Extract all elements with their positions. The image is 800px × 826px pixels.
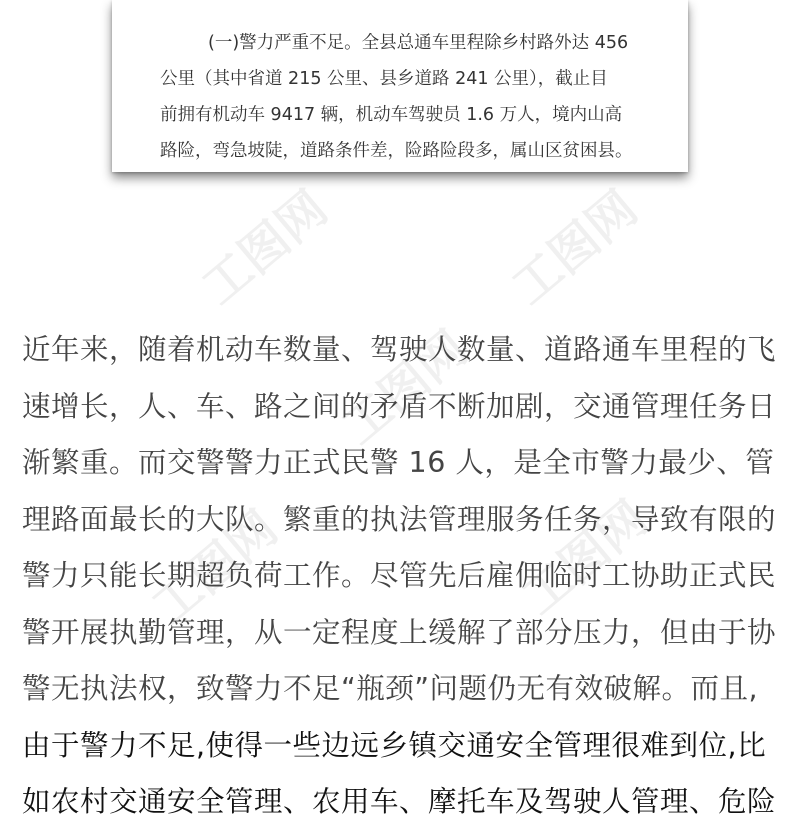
quote-card — [112, 0, 688, 172]
body-text-line: 警开展执勤管理，从一定程度上缓解了部分压力，但由于协 — [22, 616, 777, 649]
card-text-line: 公里（其中省道 215 公里、县乡道路 241 公里），截止目 — [160, 69, 608, 89]
card-text-line: (一)警力严重不足。全县总通车里程除乡村路外达 456 — [208, 33, 629, 53]
watermark: 工图网 — [331, 320, 479, 456]
body-text-line: 理路面最长的大队。繁重的执法管理服务任务，导致有限的 — [22, 503, 777, 536]
body-text-line: 由于警力不足,使得一些边远乡镇交通安全管理很难到位,比 — [22, 729, 767, 762]
watermark: 工图网 — [501, 180, 649, 316]
watermark: 工图网 — [191, 180, 339, 316]
watermark: 工图网 — [141, 500, 289, 636]
body-text-line: 警力只能长期超负荷工作。尽管先后雇佣临时工协助正式民 — [22, 559, 777, 592]
card-text-line: 前拥有机动车 9417 辆，机动车驾驶员 1.6 万人，境内山高 — [160, 105, 623, 125]
body-text-line: 渐繁重。而交警警力正式民警 16 人，是全市警力最少、管 — [22, 446, 775, 479]
body-text-line: 如农村交通安全管理、农用车、摩托车及驾驶人管理、危险 — [22, 785, 777, 818]
body-text-line: 警无执法权，致警力不足“瓶颈”问题仍无有效破解。而且, — [22, 672, 759, 705]
watermark: 工图网 — [511, 490, 659, 626]
body-text-line: 速增长，人、车、路之间的矛盾不断加剧，交通管理任务日 — [22, 390, 777, 423]
body-text-line: 近年来，随着机动车数量、驾驶人数量、道路通车里程的飞 — [22, 333, 777, 366]
card-text-line: 路险，弯急坡陡，道路条件差，险路险段多，属山区贫困县。 — [160, 141, 633, 161]
